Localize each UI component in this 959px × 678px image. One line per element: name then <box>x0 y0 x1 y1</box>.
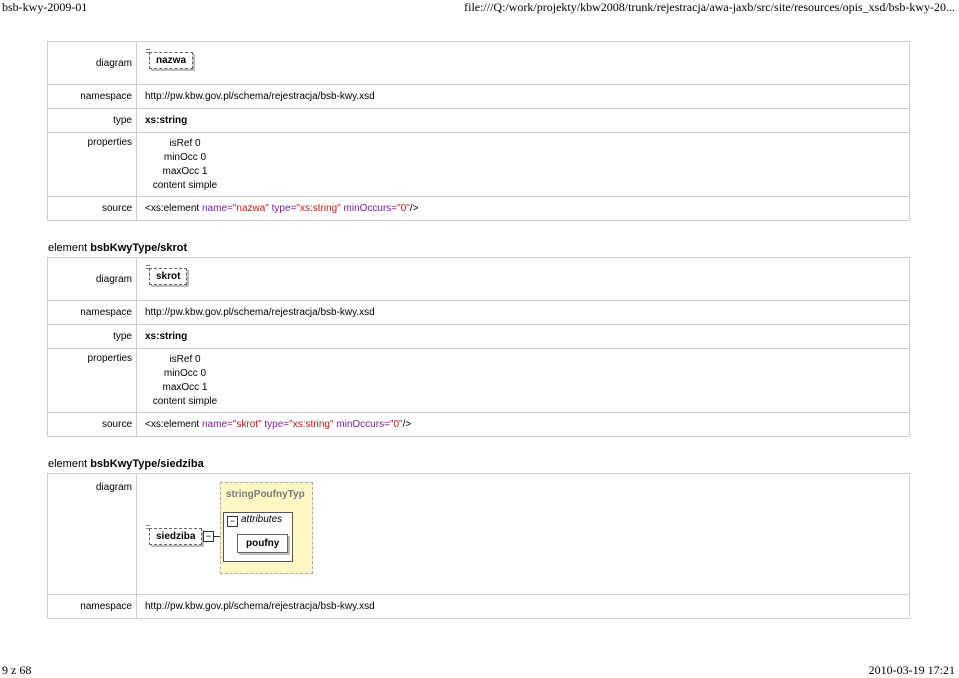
namespace-value: http://pw.kbw.gov.pl/schema/rejestracja/bsb-kwy.xsd <box>137 301 910 325</box>
label-namespace: namespace <box>48 301 137 325</box>
element-heading-skrot <box>48 242 187 254</box>
page-header-title: bsb-kwy-2009-01 <box>2 0 88 14</box>
type-box-label: stringPoufnyTyp <box>226 489 305 500</box>
heading-name: bsbKwyType/siedziba <box>90 458 204 470</box>
element-table-nazwa <box>47 41 910 221</box>
prop-maxocc: maxOcc 1 <box>162 381 208 393</box>
src-attr-minoccurs: minOccurs= <box>343 203 398 214</box>
heading-name: bsbKwyType/skrot <box>90 242 188 254</box>
diagram-element-box: siedziba <box>149 528 202 545</box>
attributes-label: attributes <box>241 514 283 525</box>
attributes-minus-icon: − <box>227 516 238 527</box>
label-source: source <box>48 413 137 437</box>
label-diagram: diagram <box>48 474 137 595</box>
properties-cell <box>137 349 910 413</box>
prop-minocc: minOcc 0 <box>163 151 207 163</box>
label-namespace: namespace <box>48 595 137 619</box>
source-code <box>137 197 910 221</box>
label-diagram: diagram <box>48 258 137 301</box>
src-end: /> <box>409 203 419 214</box>
prop-isref: isRef 0 <box>169 137 201 149</box>
src-tag: <xs:element <box>145 203 200 214</box>
attribute-box-poufny: poufny <box>237 534 288 553</box>
prop-minocc: minOcc 0 <box>163 367 207 379</box>
src-attr-name: name= <box>201 419 233 430</box>
diagram-element-box: nazwa <box>149 52 193 69</box>
src-tag: <xs:element <box>145 419 200 430</box>
collapse-minus-icon: − <box>203 531 214 542</box>
namespace-value: http://pw.kbw.gov.pl/schema/rejestracja/bsb-kwy.xsd <box>137 85 910 109</box>
label-properties: properties <box>48 133 137 197</box>
label-diagram: diagram <box>48 42 137 85</box>
page-counter: 9 z 68 <box>2 663 32 677</box>
label-source: source <box>48 197 137 221</box>
type-value: xs:string <box>137 109 910 133</box>
src-end: /> <box>402 419 412 430</box>
label-type: type <box>48 109 137 133</box>
src-val-minoccurs: "0" <box>397 203 410 214</box>
prop-isref: isRef 0 <box>169 353 201 365</box>
properties-list <box>145 134 225 196</box>
src-val-name: "skrot" <box>232 419 262 430</box>
src-val-name: "nazwa" <box>232 203 269 214</box>
namespace-value: http://pw.kbw.gov.pl/schema/rejestracja/bsb-kwy.xsd <box>137 595 910 619</box>
heading-prefix: element <box>48 242 88 254</box>
prop-maxocc: maxOcc 1 <box>162 165 208 177</box>
heading-prefix: element <box>48 458 88 470</box>
print-timestamp: 2010-03-19 17:21 <box>868 663 955 677</box>
element-table-skrot <box>47 257 910 437</box>
element-heading-siedziba <box>48 458 204 470</box>
type-value: xs:string <box>137 325 910 349</box>
prop-content: content simple <box>152 179 218 191</box>
label-properties: properties <box>48 349 137 413</box>
src-val-type: "xs:string" <box>289 419 334 430</box>
page-header-url: file:///Q:/work/projekty/kbw2008/trunk/rejestracja/awa-jaxb/src/site/resources/opis_xsd/bsb-kwy-20... <box>464 0 955 14</box>
src-attr-type: type= <box>271 203 297 214</box>
diagram-cell <box>137 258 910 301</box>
src-attr-type: type= <box>264 419 290 430</box>
properties-cell <box>137 133 910 197</box>
source-code <box>137 413 910 437</box>
diagram-cell <box>137 42 910 85</box>
diagram-cell <box>137 474 910 595</box>
src-attr-name: name= <box>201 203 233 214</box>
label-namespace: namespace <box>48 85 137 109</box>
src-attr-minoccurs: minOccurs= <box>336 419 390 430</box>
diagram-element-box: skrot <box>149 268 187 285</box>
properties-list <box>145 350 225 412</box>
prop-content: content simple <box>152 395 218 407</box>
src-val-minoccurs: "0" <box>389 419 403 430</box>
label-type: type <box>48 325 137 349</box>
src-val-type: "xs:string" <box>296 203 341 214</box>
element-table-siedziba <box>47 473 910 619</box>
